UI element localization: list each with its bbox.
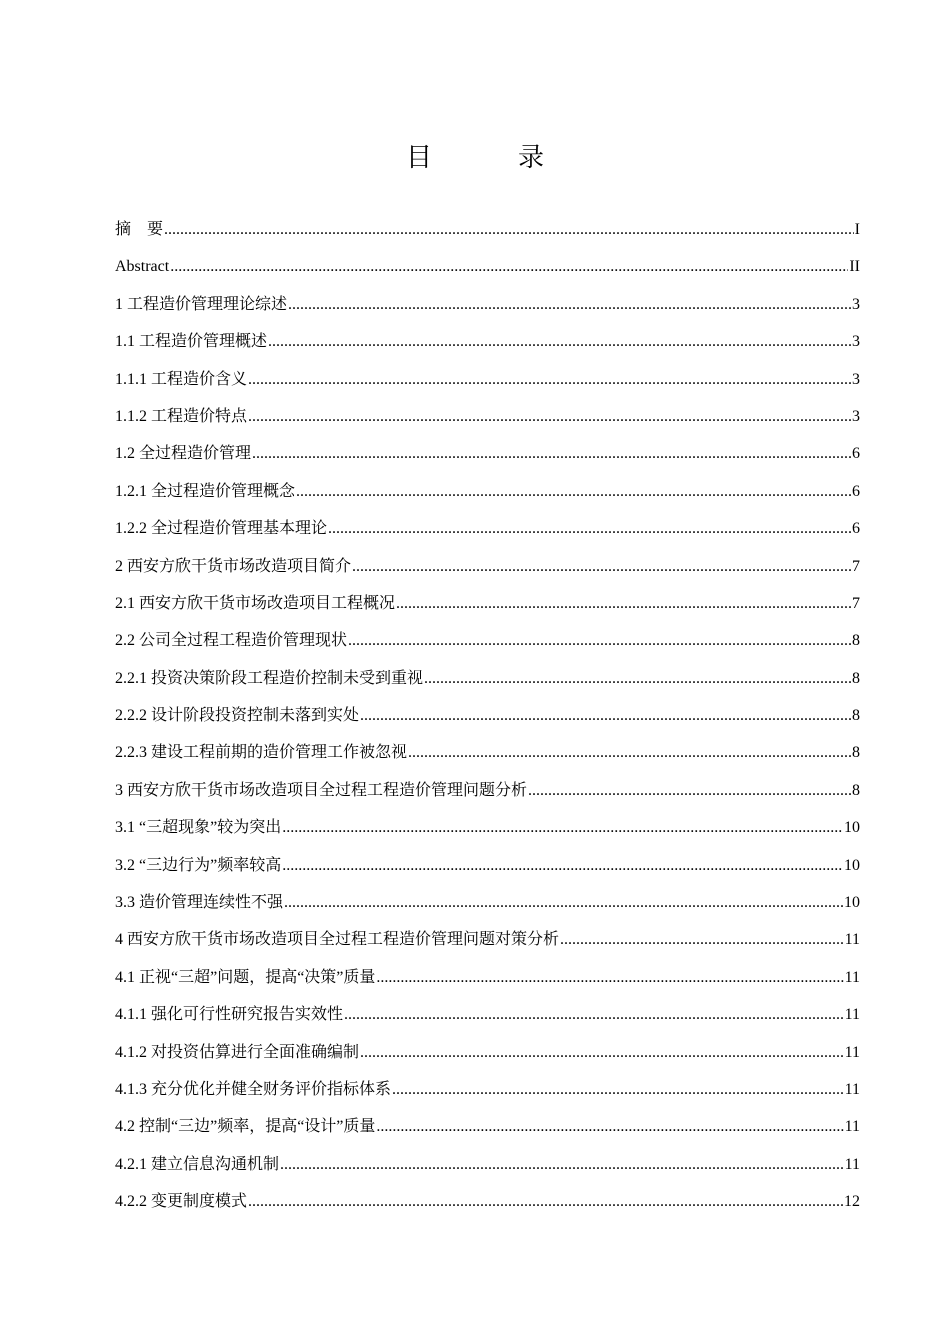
- toc-dot-leader: [376, 1115, 843, 1139]
- toc-entry[interactable]: [115, 368, 860, 405]
- toc-dot-leader: [280, 1153, 844, 1177]
- toc-entry-label: 4.1.1 强化可行性研究报告实效性: [115, 1006, 344, 1024]
- toc-entry-page-number: 11: [844, 1080, 860, 1098]
- toc-entry-page-number: 8: [852, 632, 860, 650]
- toc-entry[interactable]: [115, 629, 860, 666]
- toc-entry[interactable]: [115, 966, 860, 1003]
- toc-entry-label: 2.2.1 投资决策阶段工程造价控制未受到重视: [115, 669, 424, 687]
- toc-entry-label: 1.1.1 工程造价含义: [115, 370, 248, 388]
- toc-entry[interactable]: [115, 891, 860, 928]
- toc-title: 目 录: [405, 143, 574, 174]
- toc-dot-leader: [376, 966, 843, 990]
- toc-entry-label: 摘 要: [115, 221, 164, 238]
- toc-entry-label: 4.2.1 建立信息沟通机制: [115, 1155, 280, 1173]
- toc-entry[interactable]: [115, 480, 860, 517]
- toc-dot-leader: [396, 592, 851, 616]
- toc-entry-page-number: 8: [852, 781, 860, 799]
- toc-entry-label: 1.1.2 工程造价特点: [115, 407, 248, 425]
- toc-entry-page-number: 11: [844, 1043, 860, 1061]
- toc-entry-label: 2.1 西安方欣干货市场改造项目工程概况: [115, 594, 396, 612]
- toc-dot-leader: [360, 704, 851, 728]
- toc-dot-leader: [348, 629, 851, 653]
- toc-entry[interactable]: [115, 1003, 860, 1040]
- toc-dot-leader: [252, 442, 851, 466]
- toc-dot-leader: [248, 1190, 843, 1214]
- toc-dot-leader: [296, 480, 851, 504]
- toc-entry[interactable]: [115, 1190, 860, 1227]
- toc-entry-label: 4.2.2 变更制度模式: [115, 1193, 248, 1211]
- toc-entry[interactable]: [115, 442, 860, 479]
- toc-entry-label: 4 西安方欣干货市场改造项目全过程工程造价管理问题对策分析: [115, 931, 560, 949]
- toc-entry[interactable]: [115, 928, 860, 965]
- toc-entry-label: 2.2.2 设计阶段投资控制未落到实处: [115, 707, 360, 725]
- toc-entry-page-number: 11: [844, 931, 860, 949]
- toc-dot-leader: [282, 854, 843, 878]
- toc-entry-page-number: 6: [852, 445, 860, 463]
- toc-entry-label: 1.2.2 全过程造价管理基本理论: [115, 520, 328, 538]
- toc-entry-label: 1.2.1 全过程造价管理概念: [115, 482, 296, 500]
- toc-dot-leader: [248, 368, 851, 392]
- toc-entry[interactable]: [115, 218, 860, 255]
- toc-entry-page-number: 7: [852, 557, 860, 575]
- toc-entry-page-number: 10: [844, 894, 860, 912]
- toc-entry-label: 3 西安方欣干货市场改造项目全过程工程造价管理问题分析: [115, 781, 528, 799]
- toc-entry-label: 3.2 “三边行为”频率较高: [115, 856, 282, 874]
- toc-entry-label: 2.2 公司全过程工程造价管理现状: [115, 632, 348, 650]
- toc-entry-page-number: 10: [844, 856, 860, 874]
- toc-dot-leader: [352, 555, 851, 579]
- toc-entry-label: 4.2 控制“三边”频率，提高“设计”质量: [115, 1118, 376, 1136]
- toc-entry[interactable]: [115, 555, 860, 592]
- toc-dot-leader: [344, 1003, 844, 1027]
- toc-entry[interactable]: [115, 854, 860, 891]
- toc-entry[interactable]: [115, 779, 860, 816]
- toc-entry[interactable]: [115, 293, 860, 330]
- toc-entry[interactable]: [115, 517, 860, 554]
- toc-dot-leader: [560, 928, 844, 952]
- toc-entry-page-number: 3: [852, 370, 860, 388]
- toc-dot-leader: [392, 1078, 844, 1102]
- toc-dot-leader: [528, 779, 851, 803]
- toc-entry-page-number: 11: [844, 1006, 860, 1024]
- toc-entry-page-number: 3: [852, 407, 860, 425]
- toc-entry-page-number: 3: [852, 333, 860, 351]
- toc-entry-page-number: 7: [852, 594, 860, 612]
- toc-entry-page-number: 11: [844, 968, 860, 986]
- toc-entry[interactable]: [115, 405, 860, 442]
- toc-entry-label: 4.1 正视“三超”问题，提高“决策”质量: [115, 968, 376, 986]
- toc-entry[interactable]: [115, 1041, 860, 1078]
- toc-dot-leader: [284, 891, 843, 915]
- toc-entry-label: 4.1.3 充分优化并健全财务评价指标体系: [115, 1080, 392, 1098]
- toc-entry[interactable]: [115, 1115, 860, 1152]
- toc-dot-leader: [170, 255, 848, 279]
- toc-entry-label: 2 西安方欣干货市场改造项目简介: [115, 557, 352, 575]
- toc-entry-page-number: 11: [844, 1155, 860, 1173]
- toc-entry[interactable]: [115, 667, 860, 704]
- toc-entry-page-number: 11: [844, 1118, 860, 1136]
- toc-dot-leader: [282, 816, 843, 840]
- toc-entry[interactable]: [115, 816, 860, 853]
- toc-entry-page-number: II: [849, 258, 860, 276]
- toc-dot-leader: [328, 517, 851, 541]
- toc-entry-page-number: I: [854, 221, 860, 238]
- toc-entry-page-number: 8: [852, 707, 860, 725]
- toc-dot-leader: [424, 667, 851, 691]
- toc-entry-label: 1.2 全过程造价管理: [115, 445, 252, 463]
- toc-dot-leader: [268, 330, 851, 354]
- toc-entry[interactable]: [115, 1153, 860, 1190]
- toc-entry-page-number: 6: [852, 482, 860, 500]
- toc-entry-page-number: 6: [852, 520, 860, 538]
- toc-entry[interactable]: [115, 330, 860, 367]
- toc-entry[interactable]: [115, 592, 860, 629]
- toc-dot-leader: [288, 293, 851, 317]
- toc-dot-leader: [360, 1041, 844, 1065]
- toc-dot-leader: [164, 218, 854, 242]
- toc-entry[interactable]: [115, 255, 860, 292]
- toc-entry[interactable]: [115, 704, 860, 741]
- toc-entry-label: 2.2.3 建设工程前期的造价管理工作被忽视: [115, 744, 408, 762]
- toc-entry-label: 3.3 造价管理连续性不强: [115, 894, 284, 912]
- toc-entry-page-number: 8: [852, 744, 860, 762]
- toc-entry-label: 1 工程造价管理理论综述: [115, 295, 288, 313]
- toc-entry-label: Abstract: [115, 258, 170, 276]
- toc-dot-leader: [248, 405, 851, 429]
- toc-dot-leader: [408, 741, 851, 765]
- toc-entry[interactable]: [115, 741, 860, 778]
- toc-entry-page-number: 3: [852, 295, 860, 313]
- toc-entry-label: 4.1.2 对投资估算进行全面准确编制: [115, 1043, 360, 1061]
- toc-entry-label: 3.1 “三超现象”较为突出: [115, 819, 282, 837]
- toc-entry-label: 1.1 工程造价管理概述: [115, 333, 268, 351]
- toc-entry-page-number: 12: [844, 1193, 860, 1211]
- toc-entry[interactable]: [115, 1078, 860, 1115]
- toc-entry-page-number: 10: [844, 819, 860, 837]
- table-of-contents: [115, 218, 860, 1228]
- toc-entry-page-number: 8: [852, 669, 860, 687]
